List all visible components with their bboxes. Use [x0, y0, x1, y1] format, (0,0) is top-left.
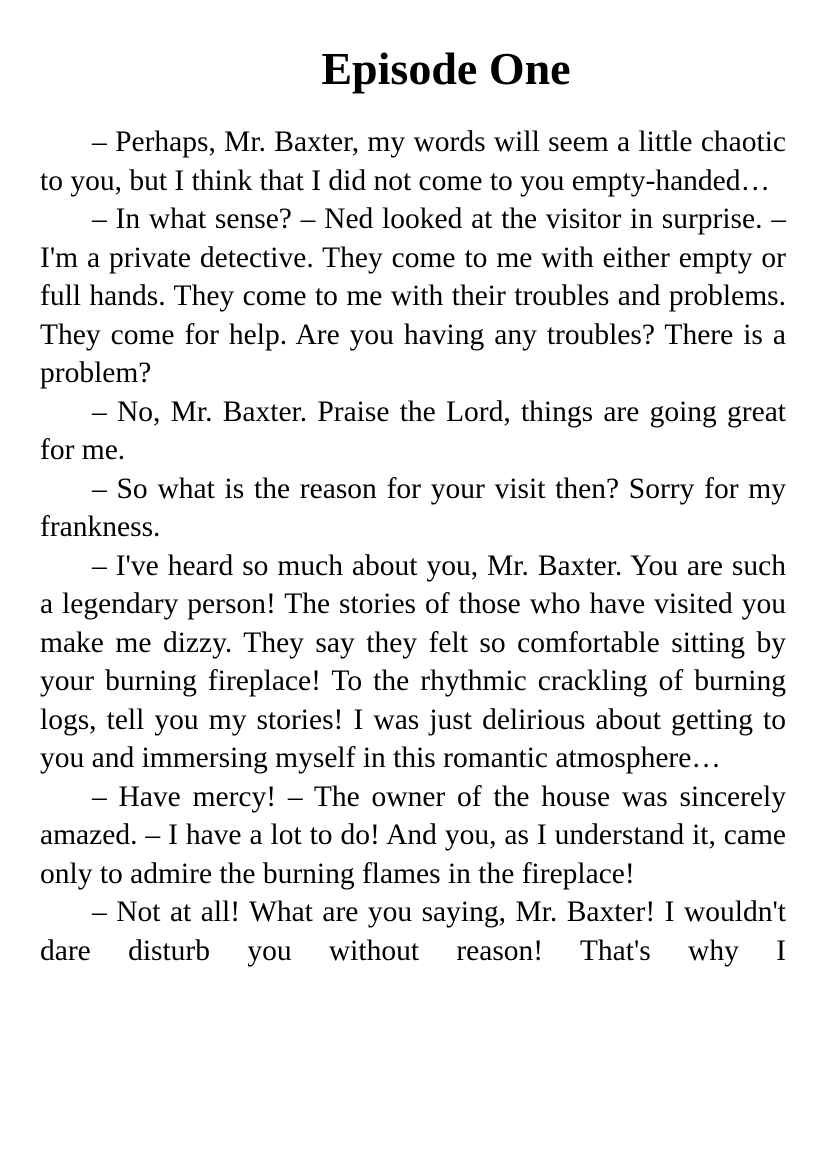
paragraph: – Perhaps, Mr. Baxter, my words will seem a little chaotic to you, but I think that I did not come to you empty-handed…: [40, 126, 786, 197]
paragraph: – No, Mr. Baxter. Praise the Lord, things are going great for me.: [40, 395, 786, 466]
paragraph: – I've heard so much about you, Mr. Baxter. You are such a legendary person! The stories of those who have visited you make me dizzy. They say they felt so comfortable sitting by your burning fireplace! To the rhythmic crackling of burning logs, tell you my stories! I was just delirious about getting to you and immersing myself in this romantic atmosphere…: [40, 549, 786, 774]
paragraph: – In what sense? – Ned looked at the visitor in surprise. – I'm a private detective. They come to me with either empty or full hands. They come to me with their troubles and problems. They come for help. Are you having any troubles? There is a problem?: [40, 203, 786, 389]
paragraph: – So what is the reason for your visit then? Sorry for my frankness.: [40, 472, 786, 543]
paragraph-last: – Not at all! What are you saying, Mr. Baxter! I wouldn't dare disturb you without reason! That's why I: [40, 896, 786, 967]
chapter-title: Episode One: [321, 43, 571, 94]
book-page: [40, 0, 786, 970]
paragraph: – Have mercy! – The owner of the house was sincerely amazed. – I have a lot to do! And you, as I understand it, came only to admire the burning flames in the fireplace!: [40, 780, 786, 890]
chapter-body: [40, 123, 786, 970]
